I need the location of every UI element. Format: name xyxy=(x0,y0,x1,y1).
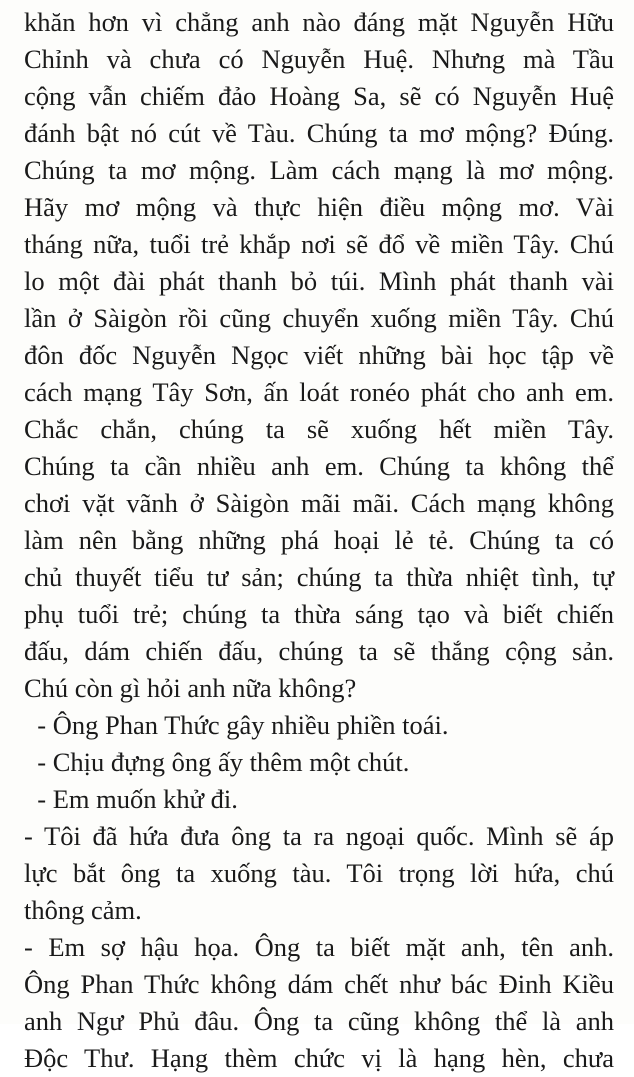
text-line: lực bắt ông ta xuống tàu. Tôi trọng lời hứa, chú xyxy=(24,858,614,888)
text-line: Hãy mơ mộng và thực hiện điều mộng mơ. Vài xyxy=(24,192,614,222)
text-line: làm nên bằng những phá hoại lẻ tẻ. Chúng ta có xyxy=(24,525,614,555)
text-line: đấu, dám chiến đấu, chúng ta sẽ thắng cộng sản. xyxy=(24,636,614,666)
text-line: Chúng ta cần nhiều anh em. Chúng ta không thể xyxy=(24,451,614,481)
text-line: cách mạng Tây Sơn, ấn loát ronéo phát cho anh em. xyxy=(24,377,614,407)
text-line: chơi vặt vãnh ở Sàigòn mãi mãi. Cách mạng không xyxy=(24,488,614,518)
body-text xyxy=(24,4,614,1077)
text-line: - Chịu đựng ông ấy thêm một chút. xyxy=(24,747,410,777)
text-line: anh Ngư Phủ đâu. Ông ta cũng không thể là anh xyxy=(24,1006,614,1036)
text-line: Chú còn gì hỏi anh nữa không? xyxy=(24,673,357,703)
text-line: Độc Thư. Hạng thèm chức vị là hạng hèn, chưa xyxy=(24,1043,614,1073)
text-line: cộng vẫn chiếm đảo Hoàng Sa, sẽ có Nguyễn Huệ xyxy=(24,81,614,111)
text-line: chủ thuyết tiểu tư sản; chúng ta thừa nhiệt tình, tự xyxy=(24,562,614,592)
text-line: đánh bật nó cút về Tàu. Chúng ta mơ mộng? Đúng. xyxy=(24,118,614,148)
text-line: Chúng ta mơ mộng. Làm cách mạng là mơ mộng. xyxy=(24,155,614,185)
text-line: thông cảm. xyxy=(24,895,142,925)
text-line: - Ông Phan Thức gây nhiều phiền toái. xyxy=(24,710,449,740)
text-line: khăn hơn vì chẳng anh nào đáng mặt Nguyễn Hữu xyxy=(24,7,614,37)
text-line: - Tôi đã hứa đưa ông ta ra ngoại quốc. Mình sẽ áp xyxy=(24,821,614,851)
text-line: Chỉnh và chưa có Nguyễn Huệ. Nhưng mà Tầu xyxy=(24,44,614,74)
text-line: lần ở Sàigòn rồi cũng chuyển xuống miền Tây. Chú xyxy=(24,303,614,333)
text-line: - Em muốn khử đi. xyxy=(24,784,238,814)
text-line: tháng nữa, tuổi trẻ khắp nơi sẽ đổ về miền Tây. Chú xyxy=(24,229,614,259)
text-line: - Em sợ hậu họa. Ông ta biết mặt anh, tên anh. xyxy=(24,932,614,962)
text-line: lo một đài phát thanh bỏ túi. Mình phát thanh vài xyxy=(24,266,614,296)
text-line: đôn đốc Nguyễn Ngọc viết những bài học tập về xyxy=(24,340,614,370)
text-line: Chắc chắn, chúng ta sẽ xuống hết miền Tây. xyxy=(24,414,614,444)
text-line: phụ tuổi trẻ; chúng ta thừa sáng tạo và biết chiến xyxy=(24,599,614,629)
text-line: Ông Phan Thức không dám chết như bác Đinh Kiều xyxy=(24,969,614,999)
